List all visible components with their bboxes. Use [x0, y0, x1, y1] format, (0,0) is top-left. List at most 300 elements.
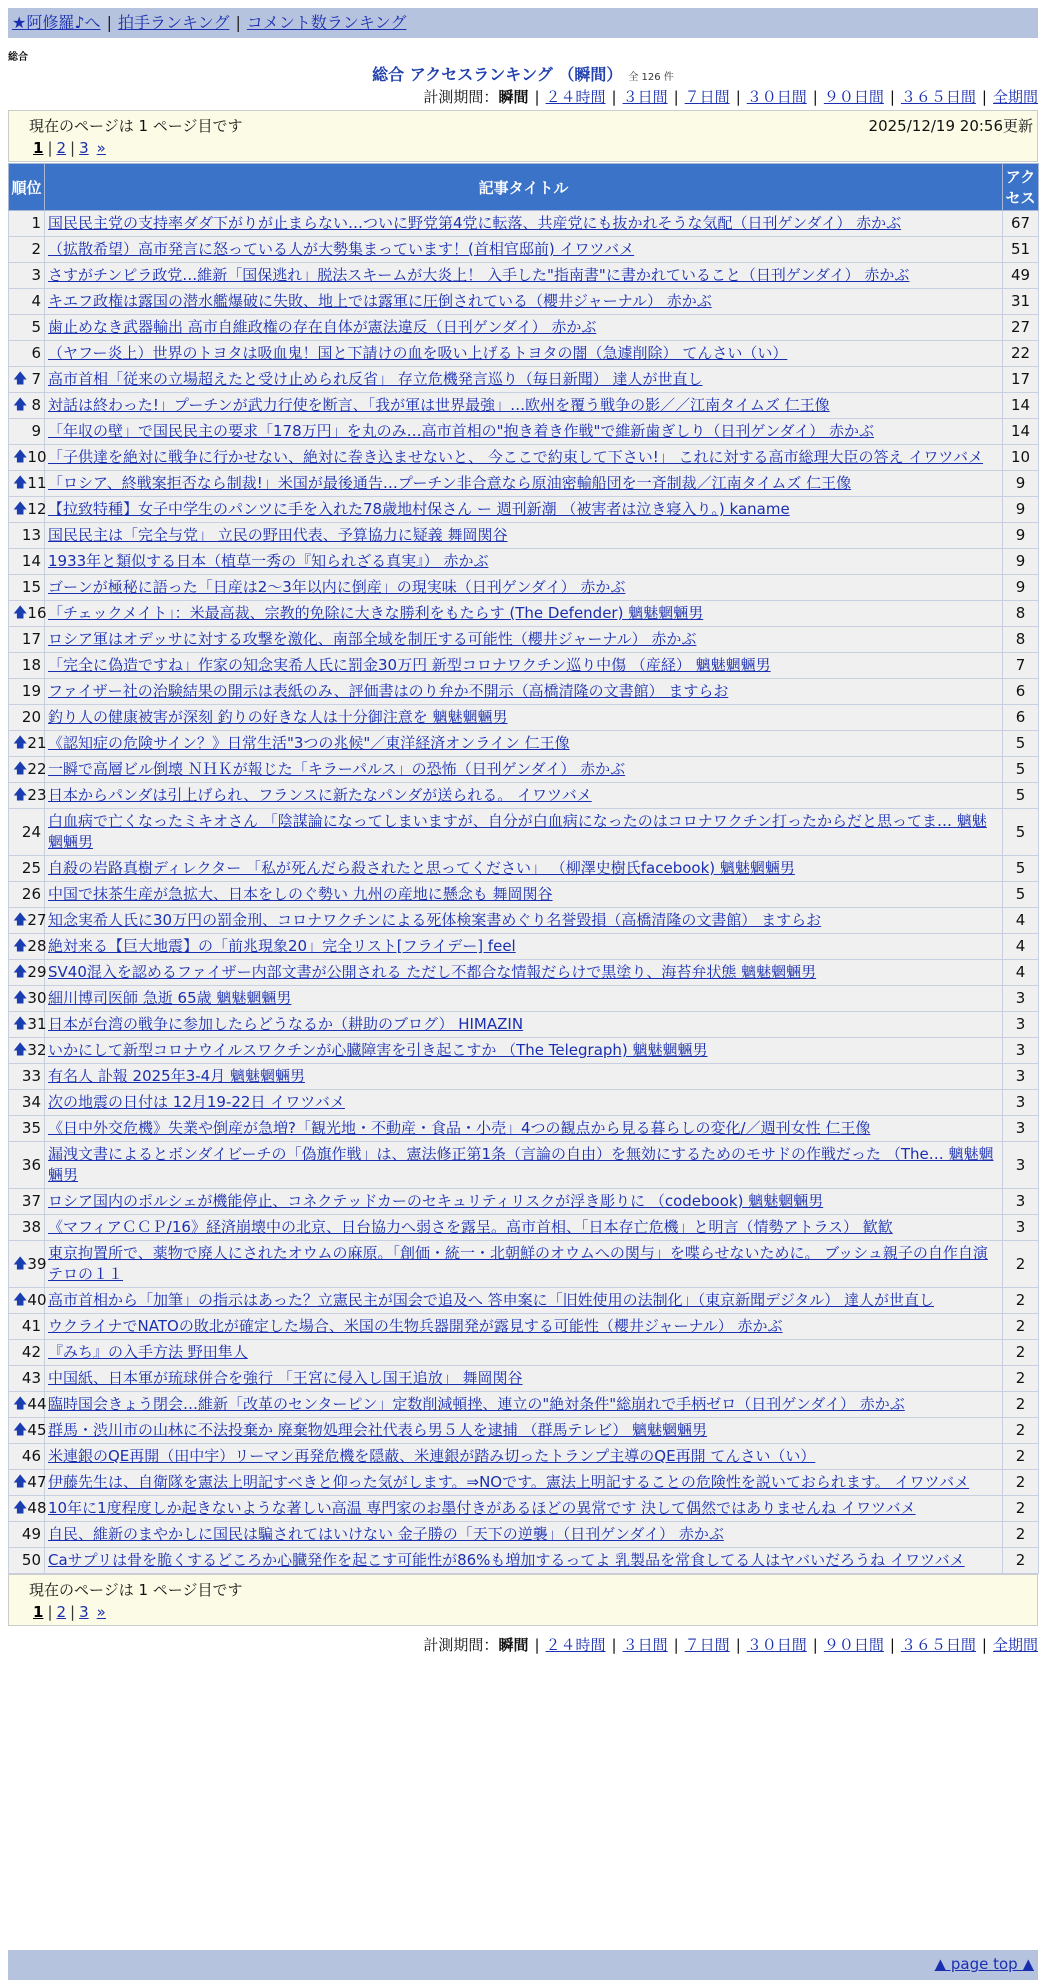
header-rank: 順位 — [9, 164, 45, 211]
table-row — [9, 1189, 1039, 1215]
table-row — [9, 1496, 1039, 1522]
access-count: 17 — [1003, 367, 1039, 393]
title-cell — [45, 1548, 1003, 1574]
article-title-link[interactable]: 白血病で亡くなったミキオさん 「陰謀論になってしまいますが、自分が白血病になったのはコロナワクチン打ったからだと思ってま… 魑魅魍魎男 — [48, 812, 987, 851]
rank-number: 23 — [27, 786, 47, 804]
rank-up-arrow-icon: 🡅 — [13, 1255, 28, 1272]
title-cell — [45, 263, 1003, 289]
rank-up-arrow-icon: 🡅 — [13, 1396, 28, 1412]
period-30d[interactable]: ３０日間 — [746, 1636, 807, 1654]
rank-number: 17 — [21, 630, 41, 648]
title-cell — [45, 856, 1003, 882]
rank-cell — [9, 653, 45, 679]
title-cell — [45, 809, 1003, 856]
period-90d[interactable]: ９０日間 — [823, 1636, 884, 1654]
title-cell — [45, 986, 1003, 1012]
rank-number: 38 — [21, 1218, 41, 1236]
separator: | — [235, 13, 241, 32]
article-title-link[interactable]: 《日中外交危機》失業や倒産が急増?「観光地・不動産・食品・小売」4つの観点から見る暮らしの変化/／週刊女性 仁王像 — [48, 1119, 871, 1137]
rank-number: 48 — [27, 1499, 47, 1517]
rank-number: 16 — [27, 604, 47, 622]
article-title-link[interactable]: 「年収の壁」で国民民主の要求「178万円」を丸のみ…高市首相の"抱き着き作戦"で維新歯ぎしり（日刊ゲンダイ） 赤かぶ — [48, 422, 875, 440]
access-count: 5 — [1003, 809, 1039, 856]
article-title-link[interactable]: 自殺の岩路真樹ディレクター 「私が死んだら殺されたと思ってください」 （柳澤史樹氏facebook) 魑魅魍魎男 — [48, 859, 795, 877]
table-row — [9, 1392, 1039, 1418]
rank-number: 14 — [21, 552, 41, 570]
rank-cell — [9, 523, 45, 549]
rank-cell — [9, 471, 45, 497]
article-title-link[interactable]: 中国紙、日本軍が琉球併合を強行 「王宮に侵入し国王追放」 舞岡関谷 — [48, 1369, 523, 1387]
title-cell — [45, 783, 1003, 809]
table-row — [9, 1522, 1039, 1548]
article-title-link[interactable]: 「ロシア、終戦案拒否なら制裁!」米国が最後通告…プーチン非合意なら原油密輸船団を一斉制裁／江南タイムズ 仁王像 — [48, 474, 852, 492]
article-title-link[interactable]: ロシア国内のポルシェが機能停止、コネクテッドカーのセキュリティリスクが浮き彫りに （codebook) 魑魅魍魎男 — [48, 1192, 824, 1210]
title-cell — [45, 289, 1003, 315]
rank-cell — [9, 908, 45, 934]
access-count: 5 — [1003, 783, 1039, 809]
article-title-link[interactable]: SV40混入を認めるファイザー内部文書が公開される ただし不都合な情報だらけで黒塗り、海苔弁状態 魑魅魍魎男 — [48, 963, 817, 981]
rank-number: 26 — [21, 885, 41, 903]
rank-number: 7 — [31, 370, 41, 388]
title-cell — [45, 1116, 1003, 1142]
article-title-link[interactable]: 細川博司医師 急逝 65歳 魑魅魍魎男 — [48, 989, 292, 1007]
title-cell — [45, 934, 1003, 960]
table-row — [9, 1314, 1039, 1340]
table-row — [9, 1116, 1039, 1142]
article-title-link[interactable]: 臨時国会きょう閉会…維新「改革のセンターピン」定数削減頓挫、連立の"絶対条件"総崩れで手柄ゼロ（日刊ゲンダイ） 赤かぶ — [48, 1395, 905, 1413]
link-asyura-home[interactable]: ★阿修羅♪へ — [12, 13, 101, 32]
rank-up-arrow-icon: 🡅 — [13, 938, 28, 954]
rank-cell — [9, 419, 45, 445]
item-count: 全 126 件 — [628, 72, 674, 83]
rank-up-arrow-icon: 🡅 — [13, 501, 28, 517]
period-3d[interactable]: ３日間 — [622, 1636, 668, 1654]
rank-cell — [9, 705, 45, 731]
article-title-link[interactable]: 国民民主党の支持率ダダ下がりが止まらない…ついに野党第4党に転落、共産党にも抜かれそうな気配（日刊ゲンダイ） 赤かぶ — [48, 214, 902, 232]
title-cell — [45, 1241, 1003, 1288]
rank-cell — [9, 341, 45, 367]
table-row — [9, 1288, 1039, 1314]
title-cell — [45, 497, 1003, 523]
page-current: 1 — [33, 139, 44, 157]
title-cell — [45, 1090, 1003, 1116]
rank-cell — [9, 1241, 45, 1288]
rank-number: 6 — [31, 344, 41, 362]
title-cell — [45, 1189, 1003, 1215]
title-cell — [45, 705, 1003, 731]
access-count: 6 — [1003, 705, 1039, 731]
page-info-top — [8, 110, 1038, 162]
table-row — [9, 1215, 1039, 1241]
period-7d[interactable]: ７日間 — [684, 88, 730, 106]
page-link-2[interactable]: 2 — [56, 139, 67, 157]
article-title-link[interactable]: 《マフィアＣＣＰ/16》経済崩壊中の北京、日台協力へ弱さを露呈。高市首相、「日本存亡危機」と明言（情勢アトラス） 歓歓 — [48, 1218, 893, 1236]
pager-top: 1 | 2 | 3 » — [29, 139, 110, 157]
article-title-link[interactable]: さすがチンピラ政党…維新「国保逃れ」脱法スキームが大炎上！ 入手した"指南書"に書かれていること（日刊ゲンダイ） 赤かぶ — [48, 266, 910, 284]
access-count: 3 — [1003, 986, 1039, 1012]
header-title: 記事タイトル — [45, 164, 1003, 211]
access-count: 2 — [1003, 1241, 1039, 1288]
article-title-link[interactable]: 日本が台湾の戦争に参加したらどうなるか（耕助のブログ） HIMAZIN — [48, 1015, 524, 1033]
title-cell — [45, 601, 1003, 627]
access-count: 5 — [1003, 882, 1039, 908]
rank-number: 29 — [27, 963, 47, 981]
title-cell — [45, 315, 1003, 341]
access-count: 9 — [1003, 523, 1039, 549]
page-link-3[interactable]: 3 — [79, 1603, 89, 1621]
article-title-link[interactable]: 次の地震の日付は 12月19-22日 イワツバメ — [48, 1093, 345, 1111]
access-count: 2 — [1003, 1548, 1039, 1574]
rank-number: 12 — [27, 500, 47, 518]
article-title-link[interactable]: 高市首相から「加筆」の指示はあった？立憲民主が国会で追及へ 答申案に「旧姓使用の法制化」（東京新聞デジタル） 達人が世直し — [48, 1291, 934, 1309]
rank-cell — [9, 497, 45, 523]
rank-up-arrow-icon: 🡅 — [13, 964, 28, 980]
rank-number: 33 — [21, 1067, 41, 1085]
table-row — [9, 783, 1039, 809]
rank-cell — [9, 757, 45, 783]
table-row — [9, 367, 1039, 393]
rank-cell — [9, 1288, 45, 1314]
access-count: 3 — [1003, 1116, 1039, 1142]
rank-cell — [9, 367, 45, 393]
rank-number: 43 — [21, 1369, 41, 1387]
article-title-link[interactable]: （ヤフー炎上）世界のトヨタは吸血鬼！国と下請けの血を吸い上げるトヨタの闇（急遽削除） てんさい（い） — [48, 344, 788, 362]
access-count: 4 — [1003, 960, 1039, 986]
rank-cell — [9, 1116, 45, 1142]
article-title-link[interactable]: ロシア軍はオデッサに対する攻撃を激化、南部全域を制圧する可能性（櫻井ジャーナル） 赤かぶ — [48, 630, 697, 648]
access-count: 3 — [1003, 1090, 1039, 1116]
title-cell — [45, 1496, 1003, 1522]
rank-number: 15 — [21, 578, 41, 596]
table-row — [9, 1090, 1039, 1116]
title-cell — [45, 1288, 1003, 1314]
access-count: 9 — [1003, 471, 1039, 497]
article-title-link[interactable]: 群馬・渋川市の山林に不法投棄か 廃棄物処理会社代表ら男５人を逮捕 （群馬テレビ） 魑魅魍魎男 — [48, 1421, 708, 1439]
article-title-link[interactable]: 東京拘置所で、薬物で廃人にされたオウムの麻原。「創価・統一・北朝鮮のオウムへの関与」を喋らせないために。 ブッシュ親子の自作自演テロの１１ — [48, 1244, 988, 1283]
table-row — [9, 1012, 1039, 1038]
access-count: 27 — [1003, 315, 1039, 341]
access-count: 10 — [1003, 445, 1039, 471]
rank-up-arrow-icon: 🡅 — [13, 1042, 28, 1058]
title-cell — [45, 523, 1003, 549]
rank-up-arrow-icon: 🡅 — [13, 605, 28, 621]
access-count: 22 — [1003, 341, 1039, 367]
access-count: 2 — [1003, 1392, 1039, 1418]
table-row — [9, 1142, 1039, 1189]
access-count: 67 — [1003, 211, 1039, 237]
period-selector-bottom: 計測期間：瞬間 | ２４時間 | ３日間 | ７日間 | ３０日間 | ９０日間 | ３６５日間 | 全期間 — [423, 1636, 1038, 1654]
table-row — [9, 341, 1039, 367]
rank-cell — [9, 934, 45, 960]
article-title-link[interactable]: 釣り人の健康被害が深刻 釣りの好きな人は十分御注意を 魑魅魍魎男 — [48, 708, 508, 726]
title-cell — [45, 1470, 1003, 1496]
access-count: 4 — [1003, 908, 1039, 934]
title-cell — [45, 882, 1003, 908]
period-30d[interactable]: ３０日間 — [746, 88, 807, 106]
rank-number: 41 — [21, 1317, 41, 1335]
table-row — [9, 1444, 1039, 1470]
title-cell — [45, 627, 1003, 653]
article-title-link[interactable]: ゴーンが極秘に語った「日産は2～3年以内に倒産」の現実味（日刊ゲンダイ） 赤かぶ — [48, 578, 626, 596]
title-cell — [45, 1012, 1003, 1038]
ranking-rows — [9, 211, 1039, 1574]
rank-number: 45 — [27, 1421, 47, 1439]
page-link-2[interactable]: 2 — [56, 1603, 67, 1621]
header-access: アクセス — [1003, 164, 1039, 211]
rank-cell — [9, 315, 45, 341]
rank-number: 42 — [21, 1343, 41, 1361]
table-row — [9, 263, 1039, 289]
rank-cell — [9, 856, 45, 882]
article-title-link[interactable]: 1933年と類似する日本（植草一秀の『知られざる真実』） 赤かぶ — [48, 552, 489, 570]
table-row — [9, 289, 1039, 315]
rank-up-arrow-icon: 🡅 — [13, 990, 28, 1006]
period-24h[interactable]: ２４時間 — [545, 88, 606, 106]
article-title-link[interactable]: 「チェックメイト」：米最高裁、宗教的免除に大きな勝利をもたらす (The Defender) 魑魅魍魎男 — [48, 604, 704, 622]
title-cell — [45, 1366, 1003, 1392]
rank-up-arrow-icon: 🡅 — [13, 371, 28, 387]
rank-up-arrow-icon: 🡅 — [13, 475, 28, 491]
table-row — [9, 1366, 1039, 1392]
title-cell — [45, 653, 1003, 679]
access-count: 14 — [1003, 393, 1039, 419]
rank-number: 40 — [27, 1291, 47, 1309]
rank-number: 37 — [21, 1192, 41, 1210]
rank-cell — [9, 1142, 45, 1189]
ranking-table — [8, 163, 1039, 1574]
table-row — [9, 627, 1039, 653]
access-count: 9 — [1003, 549, 1039, 575]
rank-up-arrow-icon: 🡅 — [13, 449, 28, 465]
page-top-link[interactable]: ▲ page top ▲ — [934, 1955, 1034, 1973]
page-link-3[interactable]: 3 — [79, 139, 89, 157]
period-current: 瞬間 — [498, 88, 529, 106]
article-title-link[interactable]: 伊藤先生は、自衛隊を憲法上明記すべきと仰った気がします。⇒NOです。憲法上明記することの危険性を説いておられます。 イワツバメ — [48, 1473, 970, 1491]
rank-number: 8 — [31, 396, 41, 414]
rank-number: 4 — [31, 292, 41, 310]
period-24h[interactable]: ２４時間 — [545, 1636, 606, 1654]
rank-cell — [9, 601, 45, 627]
rank-up-arrow-icon: 🡅 — [13, 1422, 28, 1438]
article-title-link[interactable]: 10年に1度程度しか起きないような著しい高温 専門家のお墨付きがあるほどの異常です 決して偶然ではありませんね イワツバメ — [48, 1499, 916, 1517]
period-label: 計測期間： — [423, 1636, 499, 1654]
rank-cell — [9, 627, 45, 653]
title-cell — [45, 1215, 1003, 1241]
article-title-link[interactable]: 日本からパンダは引上げられ、フランスに新たなパンダが送られる。 イワツバメ — [48, 786, 592, 804]
rank-cell — [9, 1189, 45, 1215]
rank-number: 3 — [31, 266, 41, 284]
table-row — [9, 1064, 1039, 1090]
rank-cell — [9, 1038, 45, 1064]
article-title-link[interactable]: 絶対来る【巨大地震】の「前兆現象20」完全リスト[フライデー] feel — [48, 937, 516, 955]
table-row — [9, 1470, 1039, 1496]
table-row — [9, 471, 1039, 497]
rank-number: 44 — [27, 1395, 47, 1413]
title-cell — [45, 419, 1003, 445]
updated-timestamp: 2025/12/19 20:56更新 — [868, 117, 1033, 135]
article-title-link[interactable]: 「完全に偽造ですね」作家の知念実希人氏に罰金30万円 新型コロナワクチン巡り中傷 （産経） 魑魅魍魎男 — [48, 656, 771, 674]
rank-number: 35 — [21, 1119, 41, 1137]
rank-number: 50 — [21, 1551, 41, 1569]
article-title-link[interactable]: 米連銀のQE再開（田中宇）リーマン再発危機を隠蔽、米連銀が踏み切ったトランプ主導のQE再開 てんさい（い） — [48, 1447, 816, 1465]
article-title-link[interactable]: 中国で抹茶生産が急拡大、日本をしのぐ勢い 九州の産地に懸念も 舞岡関谷 — [48, 885, 553, 903]
article-title-link[interactable]: キエフ政権は露国の潜水艦爆破に失敗、地上では露軍に圧倒されている（櫻井ジャーナル） 赤かぶ — [48, 292, 712, 310]
access-count: 2 — [1003, 1314, 1039, 1340]
link-applause-ranking[interactable]: 拍手ランキング — [117, 13, 230, 32]
article-title-link[interactable]: 歯止めなき武器輸出 高市自維政権の存在自体が憲法違反（日刊ゲンダイ） 赤かぶ — [48, 318, 597, 336]
table-header-row — [9, 164, 1039, 211]
rank-cell — [9, 1366, 45, 1392]
table-row — [9, 211, 1039, 237]
rank-cell — [9, 679, 45, 705]
title-cell — [45, 1418, 1003, 1444]
title-cell — [45, 367, 1003, 393]
rank-cell — [9, 1012, 45, 1038]
table-row — [9, 757, 1039, 783]
rank-number: 36 — [21, 1155, 41, 1174]
rank-cell — [9, 1090, 45, 1116]
rank-up-arrow-icon: 🡅 — [13, 761, 28, 777]
period-all[interactable]: 全期間 — [992, 88, 1038, 106]
title-cell — [45, 393, 1003, 419]
period-current: 瞬間 — [498, 1636, 529, 1654]
access-count: 2 — [1003, 1340, 1039, 1366]
period-90d[interactable]: ９０日間 — [823, 88, 884, 106]
rank-number: 34 — [21, 1093, 41, 1111]
access-count: 49 — [1003, 263, 1039, 289]
rank-up-arrow-icon: 🡅 — [13, 787, 28, 803]
article-title-link[interactable]: 《認知症の危険サイン？》日常生活"3つの兆候"／東洋経済オンライン 仁王像 — [48, 734, 570, 752]
rank-number: 13 — [21, 526, 41, 544]
access-count: 2 — [1003, 1288, 1039, 1314]
section-label: 総合 — [8, 52, 28, 63]
article-title-link[interactable]: 「子供達を絶対に戦争に行かせない、絶対に巻き込ませないと、 今ここで約束して下さい!」 これに対する高市総理大臣の答え イワツバメ — [48, 448, 984, 466]
rank-number: 21 — [27, 734, 47, 752]
access-count: 3 — [1003, 1064, 1039, 1090]
rank-cell — [9, 809, 45, 856]
access-count: 6 — [1003, 679, 1039, 705]
article-title-link[interactable]: いかにして新型コロナウイルスワクチンが心臓障害を引き起こすか （The Telegraph) 魑魅魍魎男 — [48, 1041, 708, 1059]
rank-cell — [9, 575, 45, 601]
article-title-link[interactable]: 国民民主は「完全与党」 立民の野田代表、予算協力に疑義 舞岡関谷 — [48, 526, 508, 544]
access-count: 51 — [1003, 237, 1039, 263]
rank-number: 39 — [27, 1254, 47, 1273]
rank-cell — [9, 1548, 45, 1574]
table-row — [9, 986, 1039, 1012]
page-title — [0, 62, 1046, 85]
table-row — [9, 731, 1039, 757]
rank-number: 1 — [31, 214, 41, 232]
table-row — [9, 575, 1039, 601]
article-title-link[interactable]: ウクライナでNATOの敗北が確定した場合、米国の生物兵器開発が露見する可能性（櫻井ジャーナル） 赤かぶ — [48, 1317, 783, 1335]
page-info-bottom — [8, 1574, 1038, 1626]
current-page-text: 現在のページは 1 ページ目です — [29, 117, 243, 135]
access-count: 3 — [1003, 1012, 1039, 1038]
article-title-link[interactable]: 自民、維新のまやかしに国民は騙されてはいけない 金子勝の「天下の逆襲」（日刊ゲンダイ） 赤かぶ — [48, 1525, 724, 1543]
rank-up-arrow-icon: 🡅 — [13, 735, 28, 751]
period-label: 計測期間： — [423, 88, 499, 106]
rank-cell — [9, 1064, 45, 1090]
access-count: 8 — [1003, 601, 1039, 627]
access-count: 3 — [1003, 1215, 1039, 1241]
title-cell — [45, 211, 1003, 237]
access-count: 2 — [1003, 1522, 1039, 1548]
title-cell — [45, 237, 1003, 263]
rank-cell — [9, 731, 45, 757]
article-title-link[interactable]: 有名人 訃報 2025年3-4月 魑魅魍魎男 — [48, 1067, 305, 1085]
rank-up-arrow-icon: 🡅 — [13, 1500, 28, 1516]
table-row — [9, 237, 1039, 263]
title-cell — [45, 549, 1003, 575]
table-row — [9, 393, 1039, 419]
rank-cell — [9, 783, 45, 809]
period-365d[interactable]: ３６５日間 — [900, 88, 976, 106]
title-cell — [45, 1444, 1003, 1470]
article-title-link[interactable]: 【拉致特種】女子中学生のパンツに手を入れた78歳地村保さん ー 週刊新潮 （被害者は泣き寝入り。) kaname — [48, 500, 790, 518]
period-365d[interactable]: ３６５日間 — [900, 1636, 976, 1654]
access-count: 31 — [1003, 289, 1039, 315]
rank-number: 32 — [27, 1041, 47, 1059]
rank-number: 10 — [27, 448, 47, 466]
rank-cell — [9, 882, 45, 908]
table-row — [9, 1241, 1039, 1288]
rank-cell — [9, 1470, 45, 1496]
rank-cell — [9, 289, 45, 315]
article-title-link[interactable]: 対話は終わった!」プーチンが武力行使を断言、「我が軍は世界最強」…欧州を覆う戦争の影／／江南タイムズ 仁王像 — [48, 396, 830, 414]
table-row — [9, 934, 1039, 960]
access-count: 8 — [1003, 627, 1039, 653]
table-row — [9, 882, 1039, 908]
period-all[interactable]: 全期間 — [992, 1636, 1038, 1654]
rank-up-arrow-icon: 🡅 — [13, 1474, 28, 1490]
access-count: 2 — [1003, 1444, 1039, 1470]
article-title-link[interactable]: Caサプリは骨を脆くするどころか心臓発作を起こす可能性が86%も増加するってよ 乳製品を常食してる人はヤバいだろうね イワツバメ — [48, 1551, 965, 1569]
access-count: 5 — [1003, 856, 1039, 882]
access-count: 3 — [1003, 1142, 1039, 1189]
rank-cell — [9, 1418, 45, 1444]
period-7d[interactable]: ７日間 — [684, 1636, 730, 1654]
article-title-link[interactable]: 高市首相「従来の立場超えたと受け止められ反省」 存立危機発言巡り（毎日新聞） 達人が世直し — [48, 370, 703, 388]
article-title-link[interactable]: 一瞬で高層ビル倒壊 ＮＨＫが報じた「キラーパルス」の恐怖（日刊ゲンダイ） 赤かぶ — [48, 760, 626, 778]
table-row — [9, 601, 1039, 627]
table-row — [9, 809, 1039, 856]
period-3d[interactable]: ３日間 — [622, 88, 668, 106]
rank-number: 2 — [31, 240, 41, 258]
rank-cell — [9, 263, 45, 289]
rank-cell — [9, 986, 45, 1012]
rank-number: 27 — [27, 911, 47, 929]
separator: | — [106, 13, 112, 32]
access-count: 2 — [1003, 1418, 1039, 1444]
table-row — [9, 856, 1039, 882]
table-row — [9, 960, 1039, 986]
rank-up-arrow-icon: 🡅 — [13, 1016, 28, 1032]
title-cell — [45, 731, 1003, 757]
rank-up-arrow-icon: 🡅 — [13, 397, 28, 413]
article-title-link[interactable]: 『みち』の入手方法 野田隼人 — [48, 1343, 248, 1361]
article-title-link[interactable]: （拡散希望）高市発言に怒っている人が大勢集まっています！(首相官邸前) イワツバメ — [48, 240, 635, 258]
article-title-link[interactable]: 知念実希人氏に30万円の罰金刑、コロナワクチンによる死体検案書めぐり名誉毀損（高橋清隆の文書館） ますらお — [48, 911, 822, 929]
page-next[interactable]: » — [96, 1603, 106, 1621]
rank-number: 46 — [21, 1447, 41, 1465]
current-page-text: 現在のページは 1 ページ目です — [29, 1581, 243, 1599]
article-title-link[interactable]: 漏洩文書によるとボンダイビーチの「偽旗作戦」は、憲法修正第1条（言論の自由）を無効にするためのモサドの作戦だった （The… 魑魅魍魎男 — [48, 1145, 994, 1184]
table-row — [9, 908, 1039, 934]
article-title-link[interactable]: ファイザー社の治験結果の開示は表紙のみ、評価書はのり弁か不開示（高橋清隆の文書館） ますらお — [48, 682, 729, 700]
link-comment-ranking[interactable]: コメント数ランキング — [246, 13, 407, 32]
access-count: 5 — [1003, 757, 1039, 783]
page-next[interactable]: » — [96, 139, 106, 157]
